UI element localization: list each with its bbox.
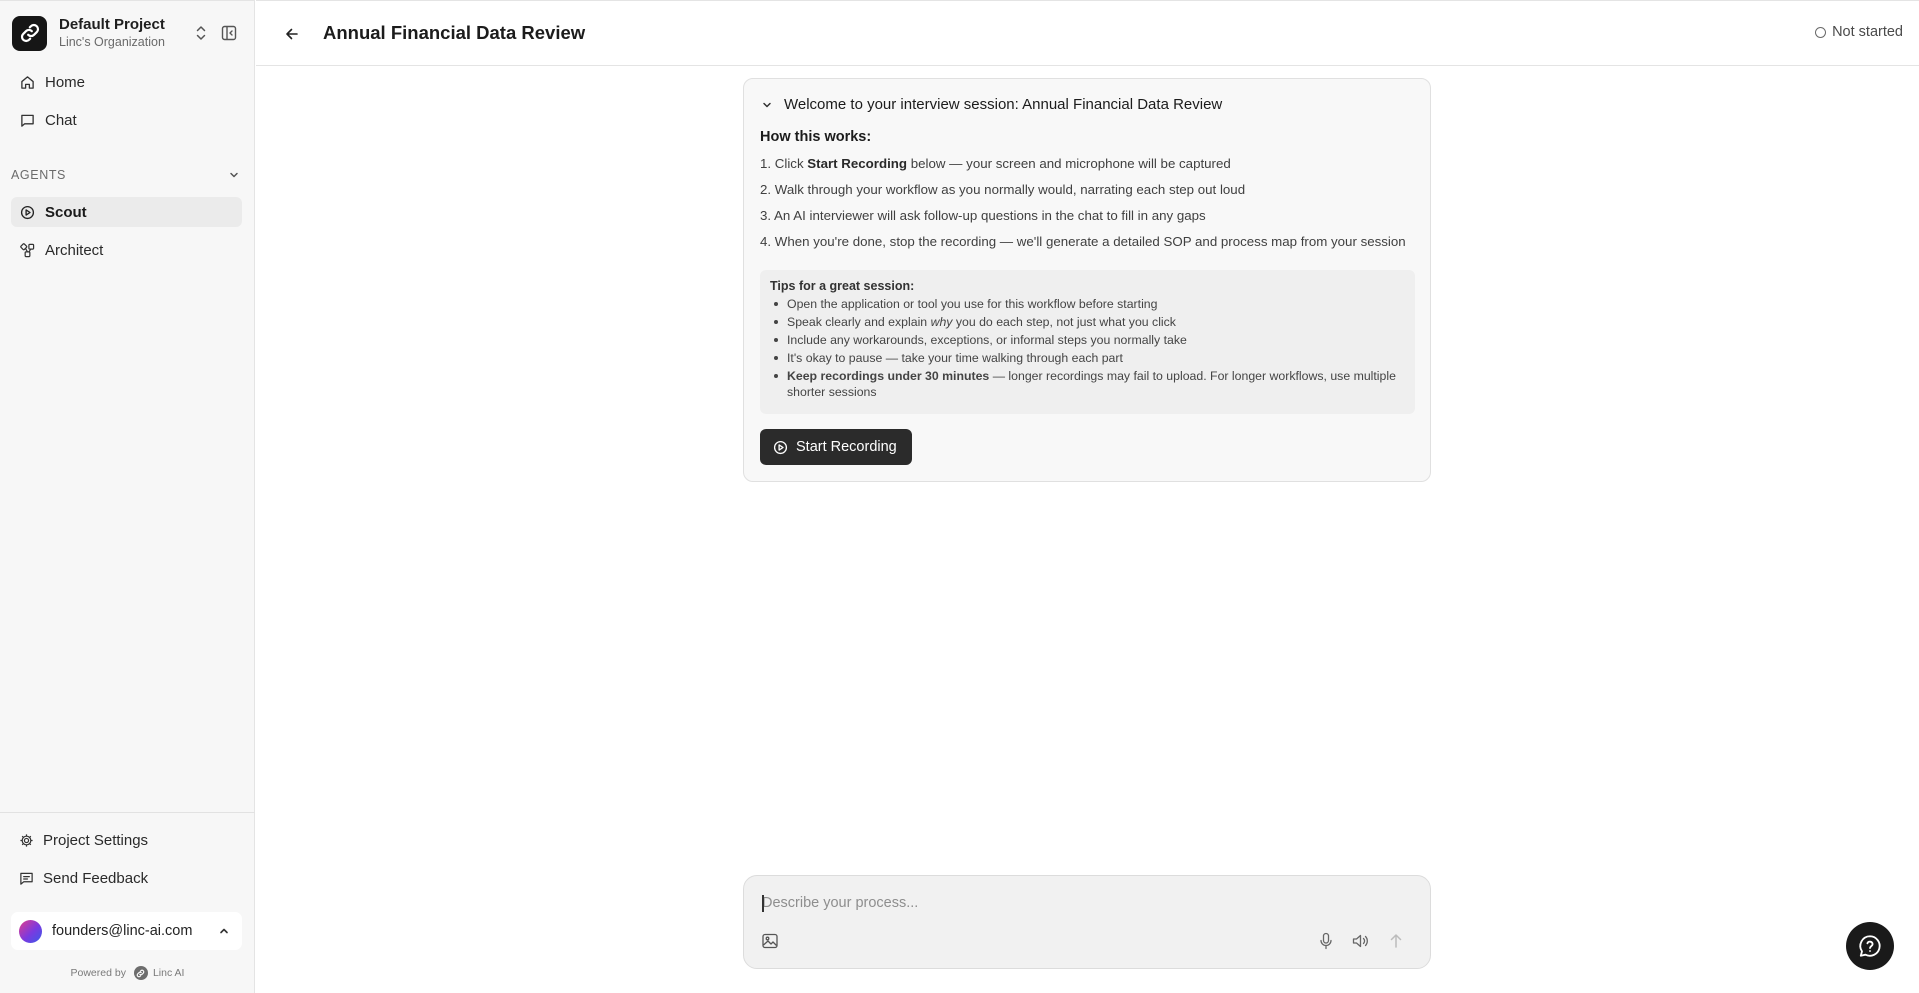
linc-logo-icon [12, 16, 47, 51]
project-settings-label: Project Settings [43, 831, 149, 849]
step-4: 4. When you're done, stop the recording — we'll generate a detailed SOP and process map from your session [760, 234, 1406, 249]
sidebar-item-architect[interactable] [11, 235, 242, 265]
sidebar-item-label: Architect [45, 241, 104, 259]
home-icon [19, 74, 35, 90]
tip-item: It's okay to pause — take your time walking through each part [770, 350, 1405, 366]
sidebar-item-chat[interactable] [11, 105, 242, 135]
sidebar-item-label: Home [45, 73, 86, 91]
step-3: 3. An AI interviewer will ask follow-up questions in the chat to fill in any gaps [760, 208, 1206, 223]
tip-item [770, 368, 1405, 400]
image-upload-icon[interactable] [760, 931, 780, 951]
linc-mini-logo-icon [134, 966, 148, 980]
help-chat-button[interactable] [1846, 922, 1894, 970]
help-question-icon [1857, 933, 1883, 959]
project-name: Default Project [59, 16, 165, 33]
tip-item: Open the application or tool you use for this workflow before starting [770, 296, 1405, 312]
powered-by-brand: Linc AI [152, 967, 185, 979]
avatar [19, 920, 42, 943]
step-2: 2. Walk through your workflow as you normally would, narrating each step out loud [760, 182, 1246, 197]
project-switcher[interactable] [12, 15, 244, 51]
play-circle-icon [772, 439, 788, 455]
microphone-icon[interactable] [1316, 931, 1336, 951]
how-it-works-title: How this works: [760, 129, 872, 145]
tips-title: Tips for a great session: [770, 279, 915, 293]
powered-by-label: Powered by [70, 967, 126, 979]
step-1-prefix: 1. Click [760, 156, 808, 171]
status-circle-icon [1815, 27, 1826, 38]
tip-item: Include any workarounds, exceptions, or informal steps you normally take [770, 332, 1405, 348]
sidebar-item-scout[interactable] [11, 197, 242, 227]
sidebar-collapse-icon[interactable] [220, 24, 238, 42]
tip-2-prefix: Speak clearly and explain [787, 315, 931, 329]
message-square-icon [19, 112, 35, 128]
start-recording-label: Start Recording [796, 439, 897, 455]
user-menu[interactable] [11, 912, 242, 950]
process-description-input[interactable] [762, 892, 1402, 914]
page-title: Annual Financial Data Review [323, 22, 586, 43]
organization-name: Linc's Organization [59, 35, 165, 49]
start-recording-button[interactable] [760, 429, 912, 465]
sidebar [0, 0, 255, 993]
step-1-suffix: below — your screen and microphone will be captured [907, 156, 1231, 171]
step-1-bold: Start Recording [807, 156, 908, 171]
speaker-icon[interactable] [1350, 931, 1370, 951]
play-circle-icon [19, 204, 35, 220]
tip-5-suffix: — longer recordings may fail to upload. For longer workflows, use multiple shorter sessions [787, 369, 1396, 399]
chevrons-up-down-icon[interactable] [192, 24, 210, 42]
tip-2-suffix: you do each step, not just what you click [952, 315, 1176, 329]
sidebar-item-label: Scout [45, 203, 87, 221]
sidebar-divider [0, 812, 255, 813]
tips-list [770, 296, 1405, 400]
sidebar-item-label: Chat [45, 111, 77, 129]
sidebar-item-home[interactable] [11, 67, 242, 97]
chat-composer [743, 875, 1431, 969]
tip-2-emphasis: why [930, 315, 953, 329]
powered-by [0, 966, 255, 980]
workflow-icon [19, 242, 35, 258]
agents-section-label: AGENTS [11, 168, 66, 182]
tip-5-bold: Keep recordings under 30 minutes [787, 369, 990, 383]
chevron-down-icon[interactable] [226, 167, 242, 183]
status-label: Not started [1832, 24, 1903, 40]
user-email: founders@linc-ai.com [52, 923, 193, 939]
welcome-card [743, 78, 1431, 482]
welcome-card-heading: Welcome to your interview session: Annual Financial Data Review [784, 96, 1223, 113]
send-feedback-link[interactable] [18, 865, 148, 891]
project-settings-link[interactable] [18, 827, 148, 853]
send-feedback-label: Send Feedback [43, 869, 149, 887]
welcome-card-toggle[interactable] [760, 96, 1222, 113]
back-arrow-icon[interactable] [282, 24, 302, 44]
tips-box [760, 270, 1415, 414]
tip-item [770, 314, 1405, 330]
send-arrow-icon[interactable] [1386, 931, 1406, 951]
gear-icon [18, 832, 34, 848]
feedback-icon [18, 870, 34, 886]
text-caret [762, 895, 764, 912]
page-header [256, 0, 1919, 66]
status-badge [1815, 24, 1903, 40]
chevron-up-icon [216, 923, 232, 939]
chevron-down-icon [760, 98, 774, 112]
step-1 [760, 156, 1231, 171]
